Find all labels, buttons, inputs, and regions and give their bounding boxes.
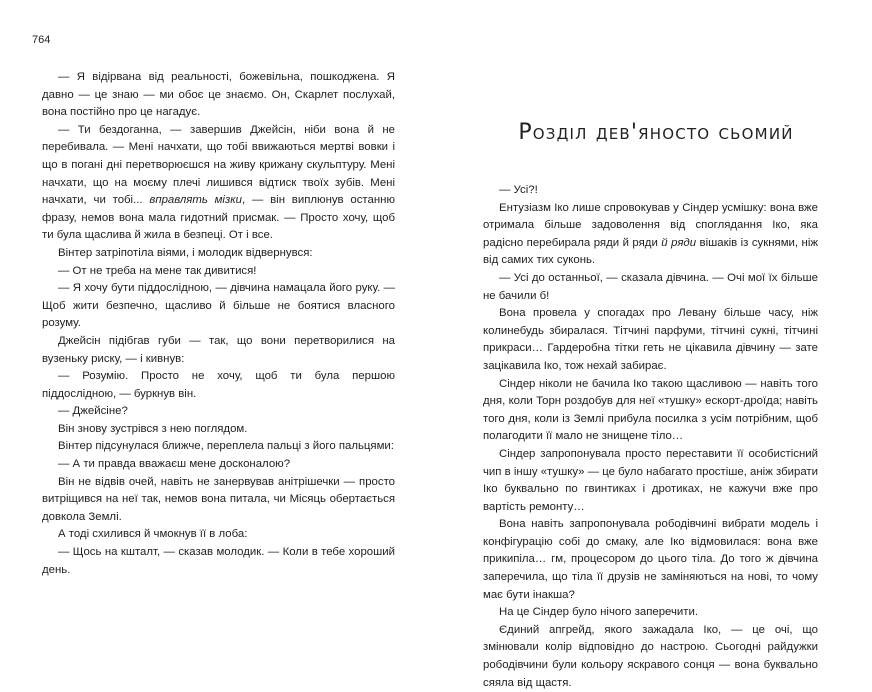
paragraph: — Я відірвана від реальності, божевільна, пошкоджена. Я давно — це знаю — ми обоє це знаємо. Он, Скарлет послухай, вона постійно про це нагадує. [42,71,395,119]
paragraph: Сіндер ніколи не бачила Іко такою щасливою — навіть того дня, коли Торн роздобув для неї «тушку» ескорт-дроїда; навіть того дня, коли із Землі прибула посилка з усім потрібним, щоб полагодити її мало не знищене тіло… [483,377,818,443]
paragraph: — Усі до останньої, — сказала дівчина. — Очі мої їх більше не бачили б! [483,271,818,302]
paragraph: — Розумію. Просто не хочу, щоб ти була першою піддослідною, — буркнув він. [42,370,395,400]
paragraph: — Щось на кшталт, — сказав молодик. — Коли в тебе хороший день. [42,546,395,576]
paragraph: Сіндер запропонувала просто переставити її особистісний чип в іншу «тушку» — це було набагато простіше, аніж збирати Іко буквально по гвинтиках і дротиках, не кажучи вже про вартість ремонту… [483,447,818,513]
text-run: вішаків із сукнями, ніж від самих тих суконь. [483,236,818,267]
italic-phrase: й ряди [661,236,697,249]
chapter-title: Розділ дев'яносто сьомий [518,120,794,145]
paragraph: Він не відвів очей, навіть не занервував анітрішечки — просто витріщився на неї так, немов вона питала, чи Місяць обертається довкола Землі. [42,475,395,523]
right-page-text [483,182,818,692]
text-run: Ентузіазм Іко лише спровокував у Сіндер усмішку: вона вже отримала більше задоволення від споглядання Іко, яка радісно перебирала ряди й ряди [483,201,818,249]
paragraph: — Усі?! [499,184,538,196]
paragraph: — Я хочу бути піддослідною, — дівчина намацала його руку. — Щоб жити безпечно, щасливо й більше не боятися власного розуму. [42,282,395,330]
paragraph: Єдиний апгрейд, якого зажадала Іко, — це очі, що змінювали колір відповідно до настрою. Сьогодні райдужки рободівчини були кольору яскравого сонця — вона буквально сяяла від щастя. [483,623,818,689]
text-run: , — він виплюнув останню фразу, немов вона мала гидотний присмак. — Просто хочу, щоб ти була щаслива й жила в безпеці. От і все. [42,194,395,242]
left-page-text [42,69,395,579]
paragraph: Вона навіть запропонувала рободівчині вибрати модель і конфігурацію собі до смаку, але Іко відмовилася: вона вже прикипіла… гм, процесором до цього тіла. До того ж дівчина заперечила, що тіла її друзів не заміняються на нові, то чому має бути інакша? [483,518,818,601]
paragraph: Вона провела у спогадах про Левану більше часу, ніж колинебудь збиралася. Тітчині парфуми, тітчині сукні, тітчині прикраси… Гардеробна тітки геть не цікавила дівчину — зате зацікавила Іко, тож нехай забирає. [483,307,818,372]
paragraph: — Джейсіне? [58,405,128,418]
paragraph: Він знову зустрівся з нею поглядом. [58,422,248,435]
paragraph [483,200,818,270]
paragraph: — А ти правда вважаєш мене досконалою? [58,458,291,471]
paragraph [42,122,395,245]
paragraph: — От не треба на мене так дивитися! [58,264,257,277]
paragraph: На це Сіндер було нічого заперечити. [499,606,699,619]
paragraph: А тоді схилився й чмокнув її в лоба: [58,528,248,541]
italic-phrase: вправлять мізки [149,194,242,207]
paragraph: Джейсін підібгав губи — так, що вони перетворилися на вузеньку риску, — і кивнув: [42,334,395,365]
page-number: 764 [32,34,51,46]
paragraph: Вінтер підсунулася ближче, переплела пальці з його пальцями: [58,440,394,453]
text-run: — Ти бездоганна, — завершив Джейсін, ніби вона й не перебивала. — Мені начхати, що тобі ввижаються мертві вовки і що в погані дні перетворюєшся на живу крижану скульптуру. Мені начхати, що на моєму плечі лишився відтиск твоїх зубів. Мені начхати, чи тобі... [42,123,395,207]
paragraph: Вінтер затріпотіла віями, і молодик відвернувся: [58,246,313,259]
